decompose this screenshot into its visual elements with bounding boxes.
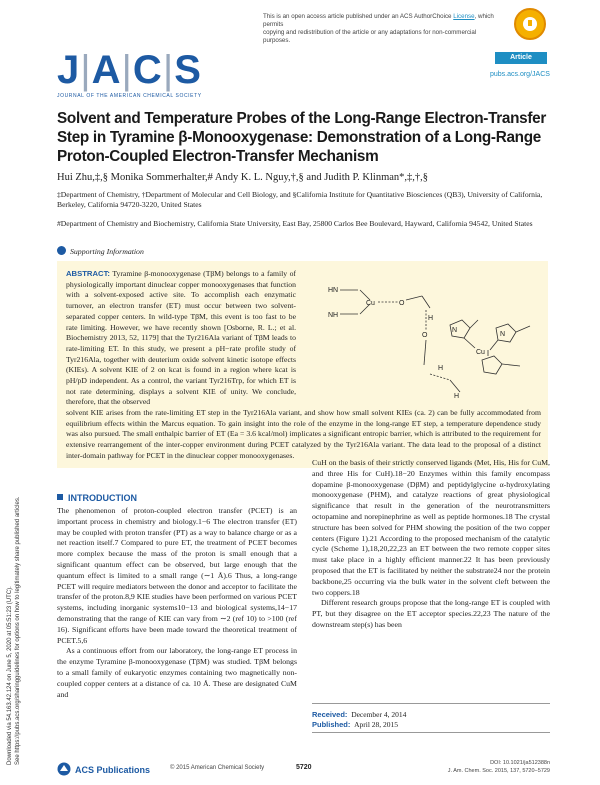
article-title: Solvent and Temperature Probes of the Long-Range Electron-Transfer Step in Tyramine β-Monooxygenase: Demonstration of a Long-Range Proton-Coupled Electron-Transfer Mechanism <box>57 110 547 165</box>
section-heading-introduction <box>57 493 137 503</box>
body-paragraph: As a continuous effort from our laboratory, the long-range ET process in the enzyme Tyramine β-monooxygenase (TβM) was studied. TβM belongs to a small family of eukaryotic enzymes containing two magnetically non-coupled copper centers at a distance of ca. 10 Å. These are designated CuM and <box>57 646 297 699</box>
abstract-label: ABSTRACT: <box>66 269 110 278</box>
supporting-info-label: Supporting Information <box>70 247 144 256</box>
toc-label: H <box>438 365 444 372</box>
toc-label: O <box>399 300 405 307</box>
toc-label: Cu <box>366 300 375 307</box>
toc-label: H <box>428 315 434 322</box>
abstract-narrow-text: Tyramine β-monooxygenase (TβM) belongs to a family of physiologically important dinuclear copper monooxygenases that function with a solvent-exposed active site. To accomplish each enzymatic turnover, an electron transfer (ET) must occur between two solvent-separated copper centers. In wild-type TβM, this event is too fast to be rate limiting. However, we have recently shown [Osborne, R. L.; et al. Biochemistry 2013, 52, 1179] that the Tyr216Ala variant of TβM leads to rate-limiting ET. In this study, we present a pH−rate profile study of Tyr216Ala, together with deuterium oxide solvent kinetic isotope effects (KIEs). A solvent KIE of 2 on kcat is found in a region where kcat is pH/pD independent. As a control, the variant Tyr216Trp, for which ET is not rate determining, displays a solvent KIE of unity. We conclude, therefore, that the observed <box>66 269 296 407</box>
article-dates <box>312 703 550 730</box>
open-access-notice <box>263 13 498 45</box>
section-heading-label: INTRODUCTION <box>68 493 137 503</box>
toc-label: N <box>500 331 506 338</box>
body-paragraph: Different research groups propose that the long-range ET is coupled with PT, but they disagree on the ET acceptor species.22,23 The nature of the downstream step(s) has been <box>312 598 550 629</box>
open-access-line-2: copying and redistribution of the article or any adaptations for non-commercial purposes. <box>263 29 477 44</box>
license-link[interactable]: License <box>453 13 475 20</box>
page-number: 5720 <box>296 764 312 771</box>
author-list: Hui Zhu,‡,§ Monika Sommerhalter,# Andy K. L. Nguy,†,§ and Judith P. Klinman*,‡,†,§ <box>57 172 429 183</box>
logo-letter: A <box>91 48 122 92</box>
toc-label: HN <box>328 287 339 294</box>
supporting-info-icon <box>57 246 66 255</box>
publisher-name: ACS Publications <box>75 765 151 775</box>
body-paragraph: CuH on the basis of their strictly conserved ligands (Met, His, His for CuM, and three His for CuH).18−20 Enzymes within this family encompass dopamine β-monooxygenase (DβM) and peptidylglycine α-hydroxylating monooxygenase (PHM), and catalyze reactions of great physiological significance that result in the generation of the neurotransmitters octopamine and norepinephrine as well as peptide hormones.18 The crystal structure has been solved for PHM showing the position of the two copper centers (Figure 1).21 According to the proposed mechanism of the catalytic cycle (Scheme 1),18,20,22,23 an ET between the two remote copper sites must take place in a highly efficient manner.22 It has been previously proposed that the ET is facilitated by neither the substrate24 nor the protein backbone,25 occurring via the bulk water in the solvent cleft between the two coppers.18 <box>312 458 550 597</box>
open-access-line: This is an open access article published under an ACS AuthorChoice <box>263 13 452 20</box>
doi-block <box>440 760 550 775</box>
affiliation-2: #Department of Chemistry and Biochemistry, California State University, East Bay, 25800 Carlos Bee Boulevard, Hayward, California 94542, United States <box>57 219 533 228</box>
doi-link[interactable]: DOI: 10.1021/ja512388n <box>490 760 550 766</box>
toc-label: O <box>422 332 428 339</box>
toc-label: N <box>452 327 458 334</box>
abstract-wide: solvent KIE arises from the rate-limiting ET step in the Tyr216Ala variant, and show how small solvent KIEs (ca. 2) can be fully accommodated from equilibrium effects within the Marcus equation. To gain insight into the role of the enzyme in the long-range ET step, a temperature dependence study was also pursued. The small enthalpic barrier of ET (Ea = 3.6 kcal/mol) implicates a significant entropic barrier, which is attributed to the requirement for extensive rearrangement of the inter-copper environment during PCET catalyzed by the Tyr216Ala variant. The data lead to the proposal of a distinct inter-domain pathway for PCET in the dinuclear copper monooxygenases. <box>66 408 541 460</box>
body-column-left <box>57 506 297 700</box>
journal-url-link[interactable]: pubs.acs.org/JACS <box>490 71 550 78</box>
logo-letter: J <box>57 48 81 92</box>
toc-label: Cu <box>476 349 485 356</box>
acs-logo-icon <box>57 762 71 776</box>
copyright: © 2015 American Chemical Society <box>170 765 265 771</box>
affiliation-1: ‡Department of Chemistry, †Department of Molecular and Cell Biology, and §California Institute for Quantitative Biosciences (QB3), University of California, Berkeley, California 94720-3220, United States <box>57 190 543 209</box>
acs-authorchoice-badge-icon[interactable] <box>514 8 546 40</box>
received-date: December 4, 2014 <box>351 710 407 719</box>
toc-label: NH <box>328 312 339 319</box>
toc-label: H <box>454 393 460 400</box>
journal-full-name: JOURNAL OF THE AMERICAN CHEMICAL SOCIETY <box>57 93 202 99</box>
download-line: Downloaded via 54.163.42.124 on June 5, 2020 at 05:51:23 (UTC). <box>7 586 13 765</box>
acs-publications-logo[interactable] <box>57 762 150 776</box>
toc-graphic <box>300 270 540 405</box>
logo-letter: S <box>174 48 202 92</box>
jacs-logo[interactable]: J|A|C|S <box>57 48 202 92</box>
sharing-guidelines-line[interactable]: See https://pubs.acs.org/sharingguidelines for options on how to legitimately share published articles. <box>15 496 21 765</box>
body-column-right <box>312 458 550 631</box>
published-label: Published: <box>312 720 351 729</box>
download-sidebar <box>6 265 22 765</box>
body-paragraph: The phenomenon of proton-coupled electron transfer (PCET) is an important process in chemistry and biology.1−6 The electron transfer (ET) may be coupled with proton transfer (PT) as a way to balance charge or as a net reaction itself.7 Compared to pure ET, the treatment of PCET becomes more complex because the mass of the proton is small enough that a significant quantum effect can be observed, but large enough that the quantum effect is limited to a small range (∼1 Å).6 Thus, a long-range PCET will require mediators between the donor and acceptor to facilitate the transfer of the proton.8,9 KIE studies have been performed on various PCET systems, including inorganic systems10−13 and biological systems,14−17 demonstrating that the range of KIE can vary from ∼2 (ref 10) to >100 (ref 16). Significant efforts have been made toward the theoretical treatment of PCET.5,6 <box>57 506 297 645</box>
open-access-line-tail: , which permits <box>263 13 494 28</box>
divider <box>312 732 550 733</box>
heading-square-icon <box>57 494 63 500</box>
received-label: Received: <box>312 710 348 719</box>
abstract-narrow <box>66 269 296 408</box>
logo-letter: C <box>132 48 163 92</box>
supporting-information-link[interactable] <box>57 246 144 256</box>
citation: J. Am. Chem. Soc. 2015, 137, 5720−5729 <box>447 767 550 774</box>
published-date: April 28, 2015 <box>354 720 399 729</box>
article-type-tab: Article <box>495 52 547 64</box>
